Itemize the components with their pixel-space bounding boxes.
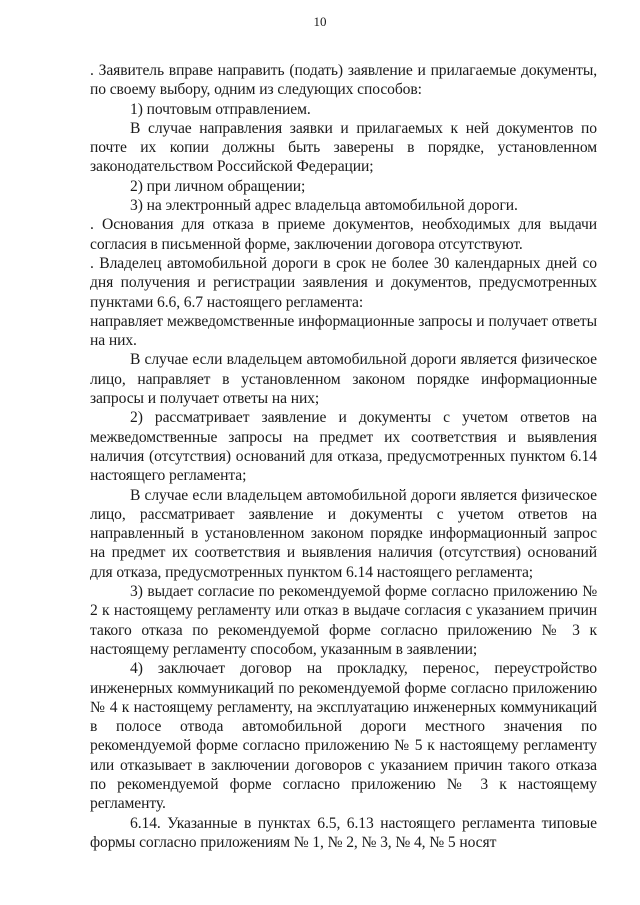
paragraph-interagency-requests: направляет межведомственные информационные запросы и получает ответы на них. xyxy=(90,312,597,350)
paragraph-review-application: 2) рассматривает заявление и документы с учетом ответов на межведомственные запросы на предмет их соответствия и выявления наличия (отсутствия) оснований для отказа, предусмотренных пунктом 6.14 настоящего регламента; xyxy=(90,409,597,485)
paragraph-individual-review: В случае если владельцем автомобильной дороги является физическое лицо, рассматривает заявление и документы с учетом ответов на направленный в установленном законом порядке информационный запрос на предмет их соответствия и выявления наличия (отсутствия) оснований для отказа, предусмотренных пунктом 6.14 настоящего регламента; xyxy=(90,486,597,581)
page-number: 10 xyxy=(313,14,327,29)
paragraph-refusal-grounds: . Основания для отказа в приеме документов, необходимых для выдачи согласия в письменной форме, заключении договора отсутствуют. xyxy=(90,216,597,253)
paragraph-submission-methods: . Заявитель вправе направить (подать) заявление и прилагаемые документы, по своему выбору, одним из следующих способов: xyxy=(90,62,597,99)
paragraph-method-email: 3) на электронный адрес владельца автомобильной дороги. xyxy=(130,197,518,215)
paragraph-owner-deadline: . Владелец автомобильной дороги в срок не более 30 календарных дней со дня получения и регистрации заявления и документов, предусмотренных пунктами 6.6, 6.7 настоящего регламента: xyxy=(90,254,597,311)
paragraph-standard-forms: 6.14. Указанные в пунктах 6.5, 6.13 настоящего регламента типовые формы согласно приложениям № 1, № 2, № 3, № 4, № 5 носят xyxy=(90,814,597,851)
paragraph-method-in-person: 2) при личном обращении; xyxy=(130,177,306,195)
document-body xyxy=(90,61,597,852)
paragraph-conclude-contract: 4) заключает договор на прокладку, перенос, переустройство инженерных коммуникаций по рекомендуемой форме согласно приложению № 4 к настоящему регламенту, на эксплуатацию инженерных коммуникаций в полосе отвода автомобильной дороги местного значения по рекомендуемой форме согласно приложению № 5 к настоящему регламенту или отказывает в заключении договоров с указанием причин такого отказа по рекомендуемой форме согласно приложению № 3 к настоящему регламенту. xyxy=(90,660,597,813)
paragraph-issue-consent: 3) выдает согласие по рекомендуемой форме согласно приложению № 2 к настоящему регламенту или отказ в выдаче согласия с указанием причин такого отказа по рекомендуемой форме согласно приложению № 3 к настоящему регламенту способом, указанным в заявлении; xyxy=(90,583,597,658)
paragraph-method-mail: 1) почтовым отправлением. xyxy=(130,100,311,118)
paragraph-mail-copies: В случае направления заявки и прилагаемых к ней документов по почте их копии должны быть заверены в порядке, установленном законодательством Российской Федерации; xyxy=(90,119,597,176)
paragraph-individual-requests: В случае если владельцем автомобильной дороги является физическое лицо, направляет в установленном законом порядке информационные запросы и получает ответы на них; xyxy=(90,351,597,408)
